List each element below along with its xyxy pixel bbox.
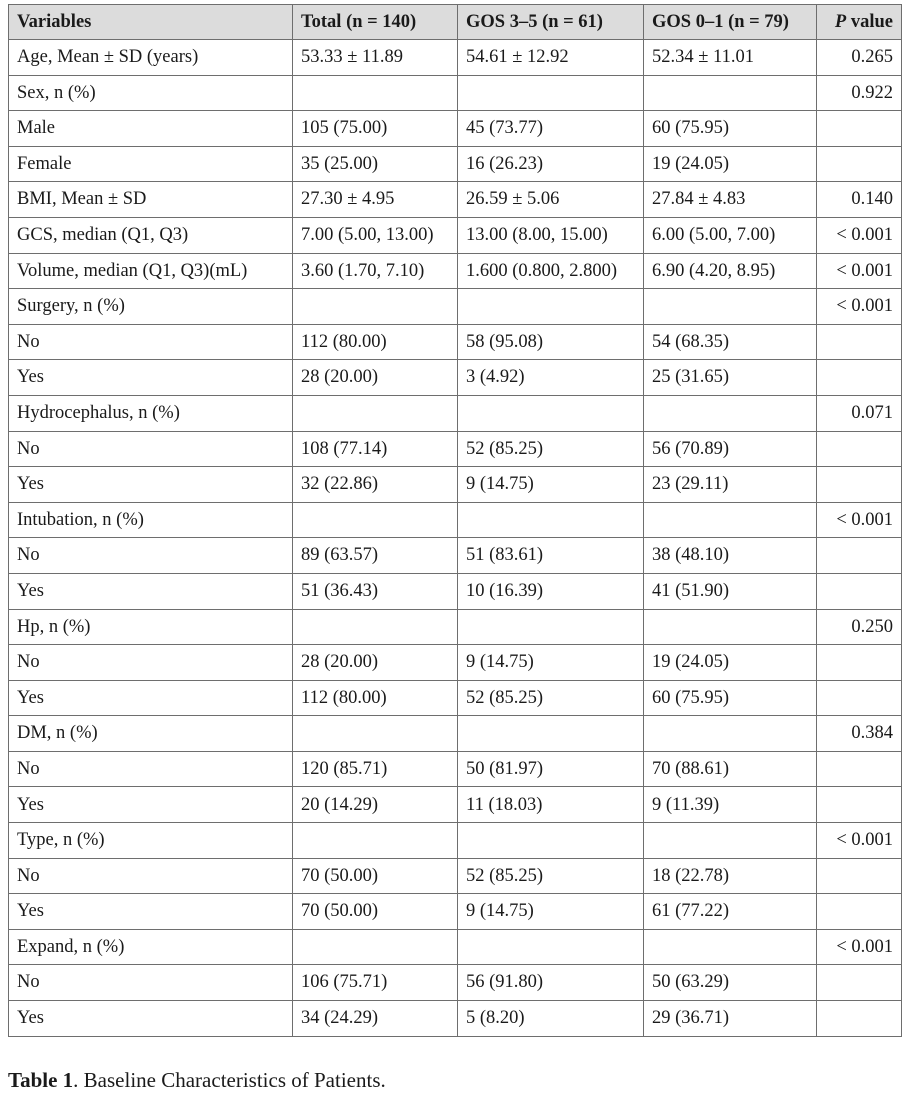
- cell-variable: DM, n (%): [9, 716, 293, 752]
- cell-gos-0-1: [644, 929, 817, 965]
- table-row: [9, 787, 902, 823]
- cell-variable: Female: [9, 146, 293, 182]
- cell-variable: No: [9, 645, 293, 681]
- cell-total: 27.30 ± 4.95: [293, 182, 458, 218]
- cell-variable: Yes: [9, 573, 293, 609]
- cell-p-value: 0.922: [817, 75, 902, 111]
- cell-variable: Yes: [9, 360, 293, 396]
- cell-p-value: [817, 573, 902, 609]
- cell-total: 7.00 (5.00, 13.00): [293, 217, 458, 253]
- header-p-suffix: value: [846, 11, 893, 32]
- cell-gos-0-1: 70 (88.61): [644, 751, 817, 787]
- table-row: [9, 609, 902, 645]
- baseline-characteristics-table: [8, 4, 902, 1037]
- cell-gos-3-5: [458, 395, 644, 431]
- cell-variable: No: [9, 751, 293, 787]
- cell-gos-0-1: 18 (22.78): [644, 858, 817, 894]
- cell-p-value: [817, 894, 902, 930]
- table-row: [9, 858, 902, 894]
- table-row: [9, 467, 902, 503]
- cell-total: 34 (24.29): [293, 1001, 458, 1037]
- cell-p-value: [817, 858, 902, 894]
- cell-gos-0-1: 54 (68.35): [644, 324, 817, 360]
- header-gos-3-5: GOS 3–5 (n = 61): [458, 5, 644, 40]
- cell-p-value: 0.250: [817, 609, 902, 645]
- cell-variable: No: [9, 431, 293, 467]
- cell-gos-0-1: 61 (77.22): [644, 894, 817, 930]
- cell-p-value: [817, 146, 902, 182]
- cell-total: 20 (14.29): [293, 787, 458, 823]
- caption-label: Table 1: [8, 1068, 74, 1092]
- header-row: [9, 5, 902, 40]
- cell-p-value: < 0.001: [817, 929, 902, 965]
- cell-total: [293, 289, 458, 325]
- cell-total: [293, 929, 458, 965]
- table-row: [9, 324, 902, 360]
- cell-p-value: [817, 1001, 902, 1037]
- cell-gos-0-1: [644, 502, 817, 538]
- cell-p-value: [817, 645, 902, 681]
- table-row: [9, 182, 902, 218]
- cell-gos-0-1: 19 (24.05): [644, 146, 817, 182]
- cell-p-value: [817, 111, 902, 147]
- table-row: [9, 929, 902, 965]
- table-row: [9, 680, 902, 716]
- cell-gos-3-5: [458, 75, 644, 111]
- cell-gos-3-5: 9 (14.75): [458, 894, 644, 930]
- table-row: [9, 40, 902, 76]
- cell-variable: Surgery, n (%): [9, 289, 293, 325]
- table-row: [9, 751, 902, 787]
- header-p-value: [817, 5, 902, 40]
- cell-total: 70 (50.00): [293, 894, 458, 930]
- cell-variable: No: [9, 538, 293, 574]
- table-caption: [8, 1068, 386, 1093]
- cell-gos-0-1: 19 (24.05): [644, 645, 817, 681]
- cell-gos-3-5: 52 (85.25): [458, 431, 644, 467]
- cell-gos-0-1: [644, 75, 817, 111]
- cell-variable: Hp, n (%): [9, 609, 293, 645]
- cell-total: 53.33 ± 11.89: [293, 40, 458, 76]
- cell-p-value: [817, 324, 902, 360]
- cell-gos-3-5: 9 (14.75): [458, 467, 644, 503]
- cell-gos-0-1: 29 (36.71): [644, 1001, 817, 1037]
- cell-gos-3-5: 58 (95.08): [458, 324, 644, 360]
- cell-gos-0-1: 25 (31.65): [644, 360, 817, 396]
- header-p-letter: P: [834, 11, 847, 32]
- cell-p-value: [817, 787, 902, 823]
- table-row: [9, 111, 902, 147]
- cell-gos-0-1: 60 (75.95): [644, 111, 817, 147]
- table-row: [9, 894, 902, 930]
- cell-total: 28 (20.00): [293, 360, 458, 396]
- cell-variable: Male: [9, 111, 293, 147]
- cell-variable: Yes: [9, 680, 293, 716]
- cell-gos-3-5: [458, 823, 644, 859]
- cell-total: 120 (85.71): [293, 751, 458, 787]
- cell-total: 3.60 (1.70, 7.10): [293, 253, 458, 289]
- table-row: [9, 823, 902, 859]
- cell-gos-0-1: 6.00 (5.00, 7.00): [644, 217, 817, 253]
- cell-p-value: < 0.001: [817, 289, 902, 325]
- cell-variable: Sex, n (%): [9, 75, 293, 111]
- cell-p-value: [817, 467, 902, 503]
- cell-total: [293, 609, 458, 645]
- cell-gos-3-5: 9 (14.75): [458, 645, 644, 681]
- cell-variable: Volume, median (Q1, Q3)(mL): [9, 253, 293, 289]
- cell-gos-0-1: [644, 289, 817, 325]
- cell-gos-0-1: [644, 609, 817, 645]
- table-row: [9, 75, 902, 111]
- cell-p-value: 0.384: [817, 716, 902, 752]
- table-row: [9, 360, 902, 396]
- cell-variable: No: [9, 965, 293, 1001]
- cell-total: [293, 716, 458, 752]
- cell-total: [293, 502, 458, 538]
- cell-gos-3-5: 3 (4.92): [458, 360, 644, 396]
- cell-p-value: [817, 360, 902, 396]
- table-row: [9, 217, 902, 253]
- cell-total: 112 (80.00): [293, 324, 458, 360]
- cell-variable: BMI, Mean ± SD: [9, 182, 293, 218]
- cell-total: 51 (36.43): [293, 573, 458, 609]
- cell-gos-0-1: 52.34 ± 11.01: [644, 40, 817, 76]
- baseline-characteristics-table-wrapper: [8, 4, 901, 1037]
- cell-total: 89 (63.57): [293, 538, 458, 574]
- cell-variable: Yes: [9, 1001, 293, 1037]
- cell-total: 35 (25.00): [293, 146, 458, 182]
- cell-p-value: 0.071: [817, 395, 902, 431]
- cell-gos-0-1: 56 (70.89): [644, 431, 817, 467]
- cell-gos-0-1: [644, 716, 817, 752]
- cell-gos-3-5: 45 (73.77): [458, 111, 644, 147]
- cell-gos-3-5: 51 (83.61): [458, 538, 644, 574]
- cell-total: 28 (20.00): [293, 645, 458, 681]
- cell-p-value: 0.265: [817, 40, 902, 76]
- cell-gos-0-1: 6.90 (4.20, 8.95): [644, 253, 817, 289]
- cell-gos-0-1: 9 (11.39): [644, 787, 817, 823]
- cell-gos-3-5: 5 (8.20): [458, 1001, 644, 1037]
- cell-gos-0-1: [644, 395, 817, 431]
- cell-p-value: [817, 538, 902, 574]
- cell-variable: Yes: [9, 894, 293, 930]
- cell-p-value: [817, 680, 902, 716]
- cell-p-value: < 0.001: [817, 823, 902, 859]
- table-row: [9, 431, 902, 467]
- cell-gos-3-5: 52 (85.25): [458, 858, 644, 894]
- cell-gos-3-5: 11 (18.03): [458, 787, 644, 823]
- table-row: [9, 965, 902, 1001]
- cell-gos-0-1: 27.84 ± 4.83: [644, 182, 817, 218]
- cell-variable: Age, Mean ± SD (years): [9, 40, 293, 76]
- cell-p-value: [817, 751, 902, 787]
- cell-total: 32 (22.86): [293, 467, 458, 503]
- cell-variable: No: [9, 858, 293, 894]
- caption-text: . Baseline Characteristics of Patients.: [73, 1068, 386, 1092]
- cell-gos-3-5: [458, 289, 644, 325]
- cell-gos-0-1: 50 (63.29): [644, 965, 817, 1001]
- cell-gos-3-5: [458, 716, 644, 752]
- cell-p-value: 0.140: [817, 182, 902, 218]
- cell-gos-3-5: [458, 929, 644, 965]
- cell-p-value: < 0.001: [817, 253, 902, 289]
- cell-total: [293, 395, 458, 431]
- table-row: [9, 645, 902, 681]
- cell-gos-3-5: 56 (91.80): [458, 965, 644, 1001]
- cell-gos-3-5: [458, 502, 644, 538]
- cell-p-value: [817, 965, 902, 1001]
- table-row: [9, 289, 902, 325]
- table-row: [9, 253, 902, 289]
- cell-gos-0-1: [644, 823, 817, 859]
- cell-gos-3-5: 52 (85.25): [458, 680, 644, 716]
- cell-p-value: < 0.001: [817, 217, 902, 253]
- cell-total: [293, 823, 458, 859]
- table-row: [9, 1001, 902, 1037]
- table-row: [9, 395, 902, 431]
- cell-gos-3-5: 54.61 ± 12.92: [458, 40, 644, 76]
- cell-variable: Type, n (%): [9, 823, 293, 859]
- cell-variable: Yes: [9, 787, 293, 823]
- cell-gos-0-1: 38 (48.10): [644, 538, 817, 574]
- cell-gos-3-5: 1.600 (0.800, 2.800): [458, 253, 644, 289]
- table-header: [9, 5, 902, 40]
- cell-total: 70 (50.00): [293, 858, 458, 894]
- cell-gos-3-5: [458, 609, 644, 645]
- cell-gos-3-5: 10 (16.39): [458, 573, 644, 609]
- cell-variable: Yes: [9, 467, 293, 503]
- header-variables: Variables: [9, 5, 293, 40]
- cell-gos-0-1: 60 (75.95): [644, 680, 817, 716]
- table-row: [9, 146, 902, 182]
- cell-total: 106 (75.71): [293, 965, 458, 1001]
- cell-gos-3-5: 16 (26.23): [458, 146, 644, 182]
- cell-gos-0-1: 23 (29.11): [644, 467, 817, 503]
- table-row: [9, 538, 902, 574]
- cell-variable: No: [9, 324, 293, 360]
- cell-variable: Hydrocephalus, n (%): [9, 395, 293, 431]
- cell-total: [293, 75, 458, 111]
- table-row: [9, 502, 902, 538]
- cell-total: 108 (77.14): [293, 431, 458, 467]
- header-total: Total (n = 140): [293, 5, 458, 40]
- cell-gos-3-5: 26.59 ± 5.06: [458, 182, 644, 218]
- cell-total: 105 (75.00): [293, 111, 458, 147]
- cell-gos-0-1: 41 (51.90): [644, 573, 817, 609]
- table-row: [9, 716, 902, 752]
- table-body: [9, 40, 902, 1037]
- table-row: [9, 573, 902, 609]
- cell-p-value: < 0.001: [817, 502, 902, 538]
- cell-gos-3-5: 13.00 (8.00, 15.00): [458, 217, 644, 253]
- cell-variable: Expand, n (%): [9, 929, 293, 965]
- cell-total: 112 (80.00): [293, 680, 458, 716]
- cell-p-value: [817, 431, 902, 467]
- header-gos-0-1: GOS 0–1 (n = 79): [644, 5, 817, 40]
- cell-gos-3-5: 50 (81.97): [458, 751, 644, 787]
- cell-variable: GCS, median (Q1, Q3): [9, 217, 293, 253]
- cell-variable: Intubation, n (%): [9, 502, 293, 538]
